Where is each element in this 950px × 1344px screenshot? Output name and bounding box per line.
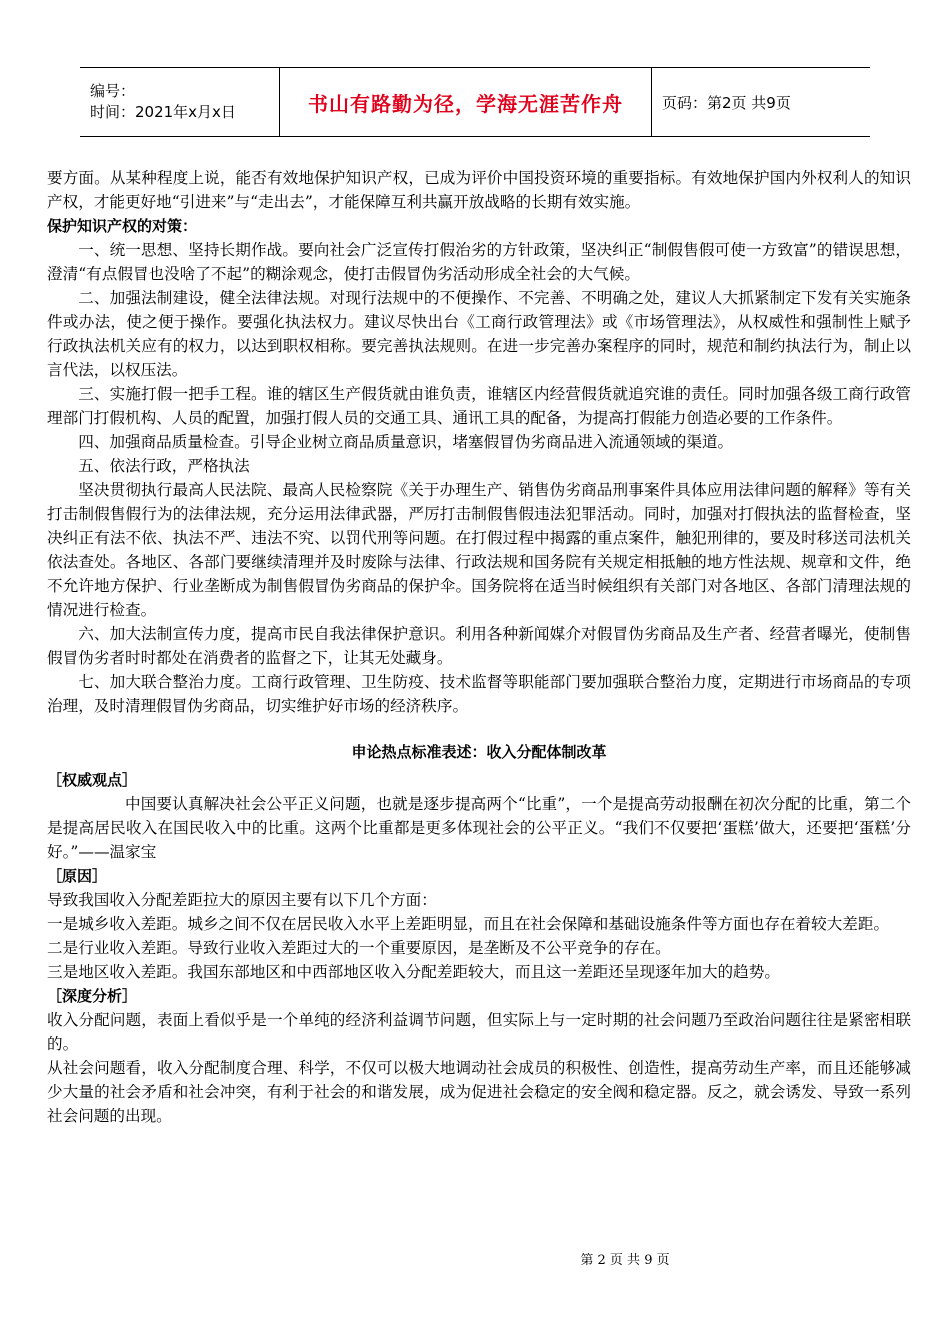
paragraph: 导致我国收入分配差距拉大的原因主要有以下几个方面：	[47, 891, 437, 909]
paragraph: 五、依法行政，严格执法	[78, 457, 250, 475]
number-label: 编号：	[90, 82, 136, 100]
paragraph: 一是城乡收入差距。城乡之间不仅在居民收入水平上差距明显，而且在社会保障和基础设施条件等方面也存在着较大差距。	[47, 915, 890, 933]
article-title: 申论热点标准表述：收入分配体制改革	[351, 743, 607, 761]
section-heading: 保护知识产权的对策：	[47, 217, 198, 235]
paragraph: 中国要认真解决社会公平正义问题，也就是逐步提高两个“比重”，一个是提高劳动报酬在初次分配的比重，第二个是提高居民收入在国民收入中的比重。这两个比重都是更多体现社会的公平正义。“我们不仅要把‘蛋糕’做大，还要把‘蛋糕’分好。”——温家宝	[47, 795, 911, 861]
paragraph: 要方面。从某种程度上说，能否有效地保护知识产权，已成为评价中国投资环境的重要指标。有效地保护国内外权利人的知识产权，才能更好地“引进来”与“走出去”，才能保障互利共赢开放战略的长期有效实施。	[47, 169, 911, 211]
page-number: 第 2 页 共 9 页	[580, 1253, 670, 1268]
paragraph: 从社会问题看，收入分配制度合理、科学，不仅可以极大地调动社会成员的积极性、创造性，提高劳动生产率，而且还能够减少大量的社会矛盾和社会冲突，有利于社会的和谐发展，成为促进社会稳定的安全阀和稳定器。反之，就会诱发、导致一系列社会问题的出现。	[47, 1059, 911, 1125]
paragraph: 四、加强商品质量检查。引导企业树立商品质量意识，堵塞假冒伪劣商品进入流通领域的渠道。	[78, 433, 734, 451]
paragraph: 一、统一思想、坚持长期作战。要向社会广泛宣传打假治劣的方针政策，坚决纠正“制假售假可使一方致富”的错误思想，澄清“有点假冒也没啥了不起”的糊涂观念，使打击假冒伪劣活动形成全社会的大气候。	[47, 241, 911, 283]
page-header	[80, 67, 870, 137]
paragraph: 二是行业收入差距。导致行业收入差距过大的一个重要原因，是垄断及不公平竞争的存在。	[47, 939, 671, 957]
header-motto: 书山有路勤为径，学海无涯苦作舟	[308, 91, 623, 116]
paragraph: 七、加大联合整治力度。工商行政管理、卫生防疫、技术监督等职能部门要加强联合整治力度，定期进行市场商品的专项治理，及时清理假冒伪劣商品，切实维护好市场的经济秩序。	[47, 673, 911, 715]
paragraph: 六、加大法制宣传力度，提高市民自我法律保护意识。利用各种新闻媒介对假冒伪劣商品及生产者、经营者曝光，使制售假冒伪劣者时时都处在消费者的监督之下，让其无处藏身。	[47, 625, 911, 667]
header-motto-cell	[280, 68, 652, 136]
paragraph: 三、实施打假一把手工程。谁的辖区生产假货就由谁负责，谁辖区内经营假货就追究谁的责任。同时加强各级工商行政管理部门打假机构、人员的配置，加强打假人员的交通工具、通讯工具的配备，为提高打假能力创造必要的工作条件。	[47, 385, 911, 427]
header-meta	[80, 68, 280, 136]
paragraph: 三是地区收入差距。我国东部地区和中西部地区收入分配差距较大，而且这一差距还呈现逐年加大的趋势。	[47, 963, 780, 981]
paragraph: 收入分配问题，表面上看似乎是一个单纯的经济利益调节问题，但实际上与一定时期的社会问题乃至政治问题往往是紧密相联的。	[47, 1011, 911, 1053]
section-heading: ［深度分析］	[47, 987, 138, 1005]
page-info-label: 页码：第2页 共9页	[662, 93, 791, 112]
paragraph: 坚决贯彻执行最高人民法院、最高人民检察院《关于办理生产、销售伪劣商品刑事案件具体应用法律问题的解释》等有关打击制假售假行为的法律法规，充分运用法律武器，严厉打击制假售假违法犯罪活动。同时，加强对打假执法的监督检查，坚决纠正有法不依、执法不严、违法不究、以罚代刑等问题。在打假过程中揭露的重点案件，触犯刑律的，要及时移送司法机关依法查处。各地区、各部门要继续清理并及时废除与法律、行政法规和国务院有关规定相抵触的地方性法规、规章和文件，绝不允许地方保护、行业垄断成为制售假冒伪劣商品的保护伞。国务院将在适当时候组织有关部门对各地区、各部门清理法规的情况进行检查。	[47, 481, 911, 619]
section-heading: ［原因］	[47, 867, 108, 885]
header-page-info	[652, 68, 870, 136]
paragraph: 二、加强法制建设，健全法律法规。对现行法规中的不便操作、不完善、不明确之处，建议人大抓紧制定下发有关实施条件或办法，使之便于操作。要强化执法权力。建议尽快出台《工商行政管理法》或《市场管理法》，从权威性和强制性上赋予行政执法机关应有的权力，以达到职权相称。要完善执法规则。在进一步完善办案程序的同时，规范和制约执法行为，制止以言代法，以权压法。	[47, 289, 911, 379]
page-footer	[0, 1249, 950, 1268]
section-heading: ［权威观点］	[47, 771, 138, 789]
main-content	[47, 166, 911, 1128]
time-label: 时间：2021年x月x日	[90, 103, 236, 121]
